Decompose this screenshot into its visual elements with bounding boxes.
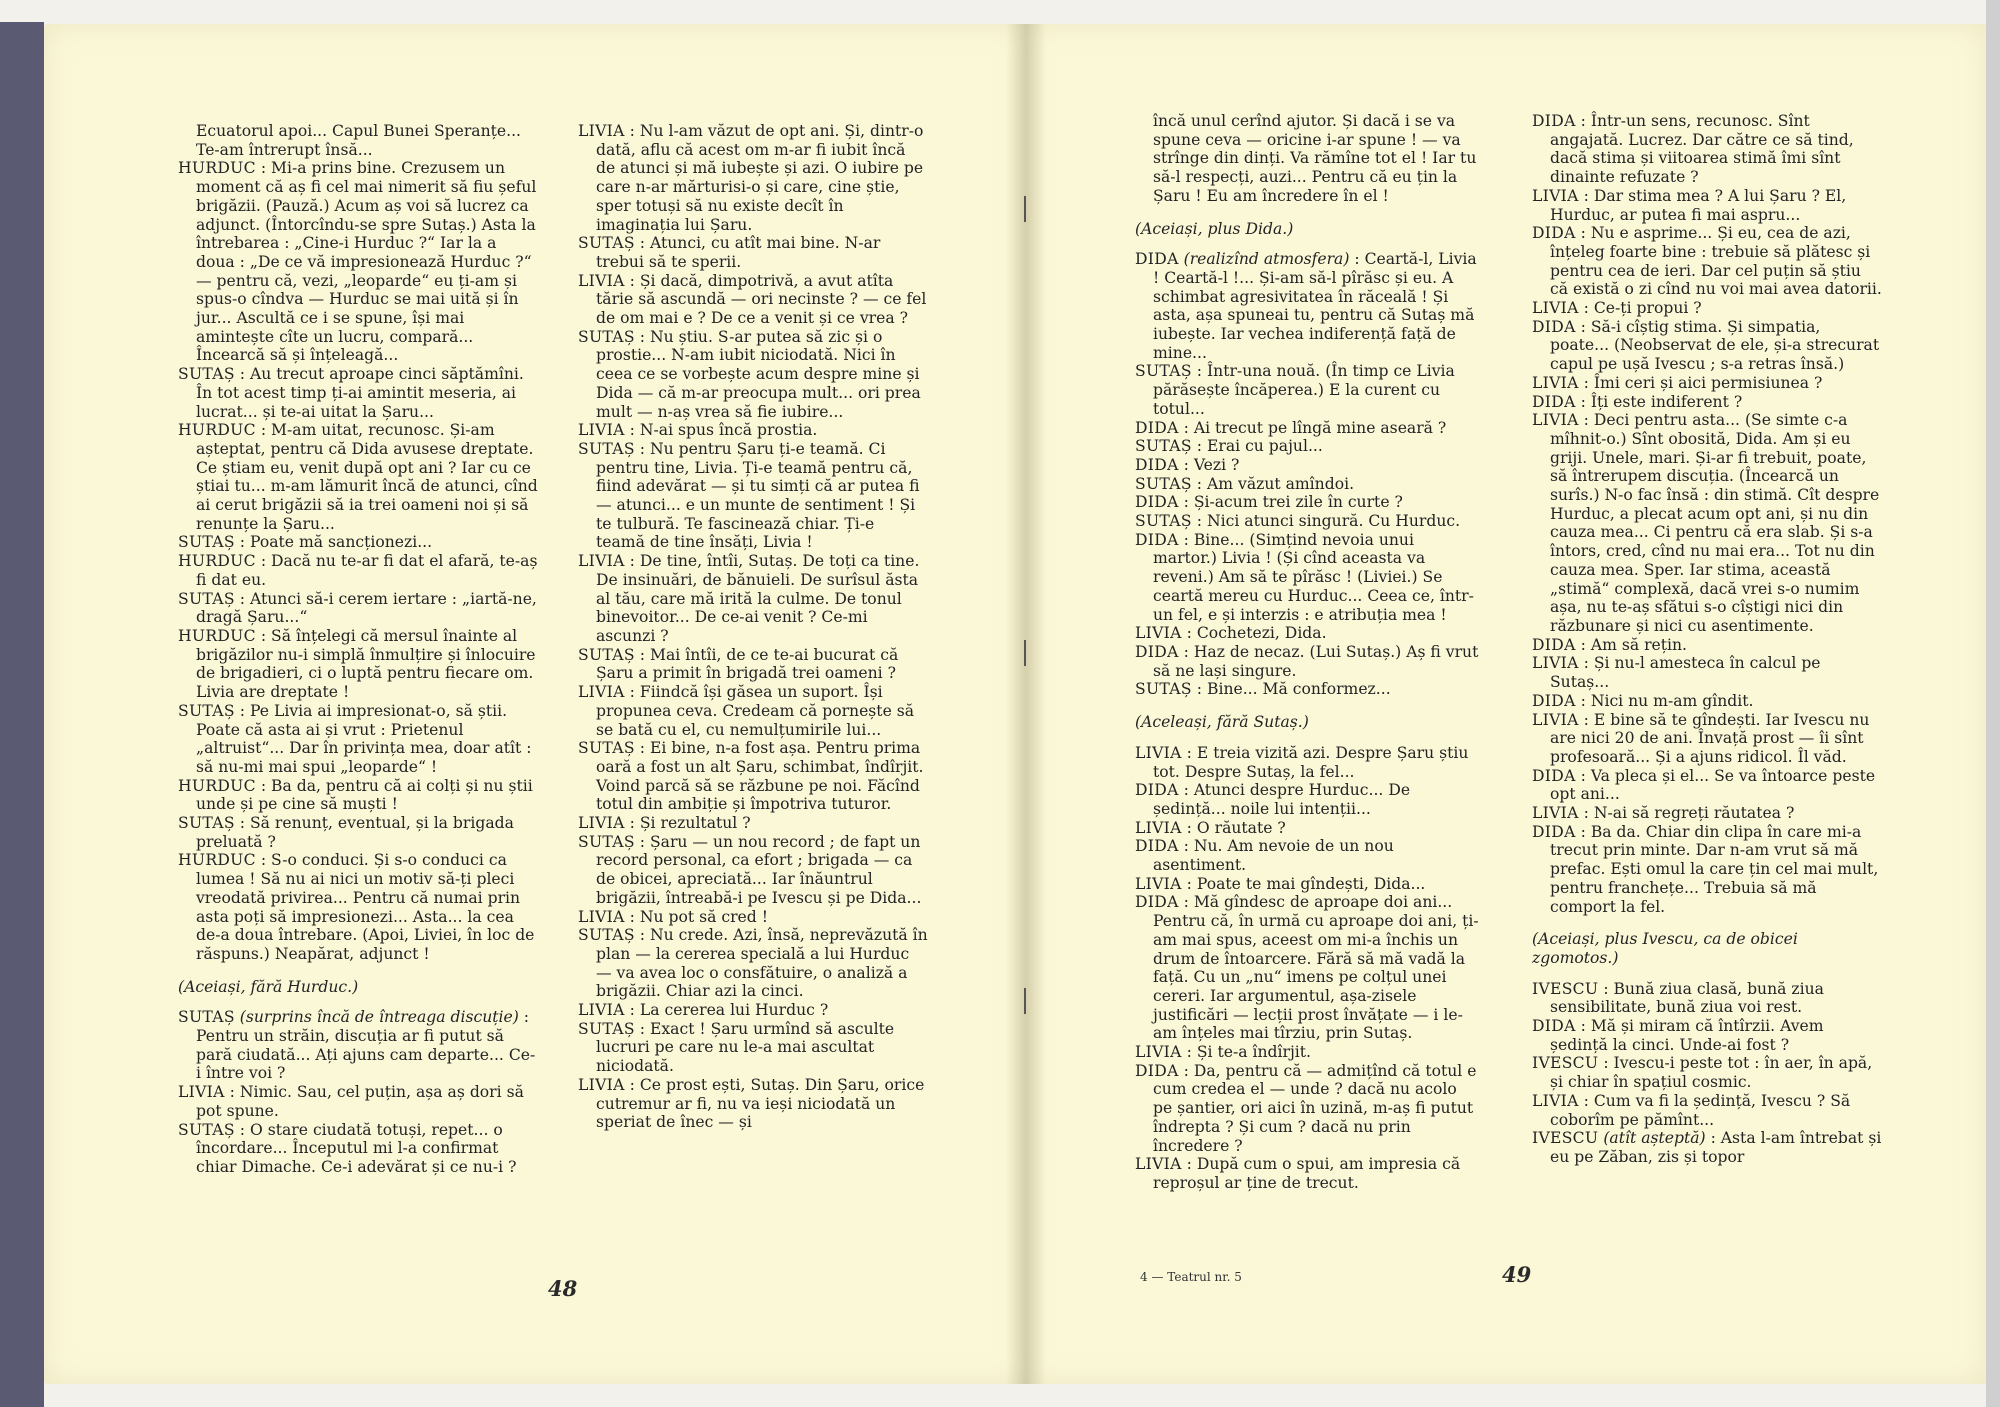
page-number-right: 49 (1502, 1262, 1532, 1287)
text-column-4 (1532, 112, 1882, 1167)
dialogue-line: SUTAȘ : Atunci, cu atît mai bine. N-ar trebui să te sperii. (578, 234, 881, 271)
speaker-name: SUTAȘ (178, 701, 235, 720)
speaker-name: SUTAȘ (578, 234, 635, 253)
dialogue-text: E treia vizită azi. Despre Șaru știu tot. Despre Sutaș, la fel... (1153, 743, 1469, 781)
speaker-name: DIDA (1135, 455, 1179, 474)
dialogue-line: LIVIA : Ce prost ești, Sutaș. Din Șaru, orice cutremur ar fi, nu va ieși niciodată un speriat de înec — și (578, 1075, 925, 1132)
speaker-name: DIDA (1532, 691, 1576, 710)
dialogue-text: Și te-a îndîrjit. (1196, 1043, 1312, 1062)
text-column-1 (178, 122, 538, 1177)
dialogue-line: IVESCU (atît așteptă) : Asta l-am întrebat și eu pe Zăban, zis și topor (1532, 1129, 1882, 1166)
dialogue-line: HURDUC : Dacă nu te-ar fi dat el afară, te-aș fi dat eu. (178, 552, 538, 589)
speaker-name: LIVIA (1532, 710, 1579, 729)
book-gutter (1006, 24, 1046, 1384)
dialogue-text: Mă și miram că întîrzii. Avem ședință la cinci. Unde-ai fost ? (1550, 1017, 1824, 1054)
speaker-name: SUTAȘ (578, 645, 635, 664)
dialogue-text: Ba da, pentru că ai colți și nu știi unde și pe cine să muști ! (196, 776, 533, 814)
dialogue-line: LIVIA : Și rezultatul ? (578, 814, 751, 833)
dialogue-text: Nici nu m-am gîndit. (1590, 691, 1754, 710)
dialogue-text: Mai întîi, de ce te-ai bucurat că Șaru a primit în brigadă trei oameni ? (596, 645, 899, 683)
dialogue-text: Deci pentru asta... (Se simte c-a mîhnit-o.) Sînt obosită, Dida. Am și eu griji. Unele, mari. Și-ar fi trebuit, poate, să întrerupem discuția. (Încearcă un surîs.) N-o fac însă : din stimă. Cît despre Hurduc, a plecat acum opt ani, și nu din cauza mea... Ci pentru că era slab. Și s-a întors, cred, cînd nu mai era... Tot nu din cauza mea. Sper. Iar stima, această „stimă“ complexă, dacă vrei s-o numim așa, nu te-aș sfătui s-o cîștigi nici din răzbunare și nici cu asentimente. (1550, 411, 1880, 635)
dialogue-text: Pentru un străin, discuția ar fi putut să pară ciudată... Ați ajuns cam departe... Ce-i între voi ? (196, 1027, 536, 1083)
speaker-name: SUTAȘ (1135, 474, 1192, 493)
speaker-name: SUTAȘ (578, 439, 635, 458)
binding-stitch (1024, 988, 1032, 1014)
speaker-name: SUTAȘ (1135, 512, 1192, 531)
dialogue-text: Nu crede. Azi, însă, neprevăzută în plan — la cererea specială a lui Hurduc — va avea loc o consfătuire, o analiză a brigăzii. Chiar azi la cinci. (596, 926, 928, 1001)
dialogue-line: DIDA : Atunci despre Hurduc... De ședință... noile lui intenții... (1135, 781, 1411, 818)
speaker-name: LIVIA (1532, 299, 1579, 318)
dialogue-text: N-ai spus încă prostia. (639, 421, 818, 440)
speaker-name: IVESCU (1532, 979, 1599, 998)
dialogue-text: Ce prost ești, Sutaș. Din Șaru, orice cutremur ar fi, nu va ieși niciodată un speriat de înec — și (596, 1075, 925, 1132)
dialogue-text: Fiindcă își găsea un suport. Își propunea ceva. Credeam că pornește să se bată cu el, cu nemulțumirile lui... (596, 683, 915, 739)
dialogue-text: Îți este indiferent ? (1590, 392, 1743, 411)
dialogue-continuation: încă unul cerînd ajutor. Și dacă i se va spune ceva — oricine i-ar spune ! — va strînge din dinți. Va rămîne tot el ! Iar tu să-l respecți, auzi... Pentru că eu țin la Șaru ! Eu am încredere în el ! (1153, 112, 1477, 205)
speaker-name: HURDUC (178, 159, 256, 178)
dialogue-line: DIDA : Da, pentru că — admițînd că totul e cum credea el — unde ? dacă nu acolo pe șantier, ori aici în uzină, m-aș fi putut îndrepta ? Și cum ? dacă nu prin încredere ? (1135, 1061, 1477, 1155)
dialogue-line: DIDA : Nu. Am nevoie de un nou asentiment. (1135, 837, 1394, 875)
speaker-name: LIVIA (1135, 743, 1182, 762)
dialogue-line: LIVIA : Nimic. Sau, cel puțin, așa aș dori să pot spune. (178, 1083, 524, 1120)
dialogue-line: DIDA : Și-acum trei zile în curte ? (1135, 493, 1403, 512)
dialogue-line: SUTAȘ : Erai cu pajul... (1135, 437, 1323, 456)
dialogue-line: SUTAȘ : Nu știu. S-ar putea să zic și o prostie... N-am iubit niciodată. Nici în ceea ce se vorbește acum despre mine și Dida — că m-ar preocupa mult... ori prea mult — n-aș vrea să fie iubire... (578, 327, 921, 421)
dialogue-text: După cum o spui, am impresia că reproșul ar ține de trecut. (1153, 1155, 1461, 1192)
scan-background (1986, 0, 2000, 1407)
speaker-name: LIVIA (1532, 1091, 1579, 1110)
dialogue-text: Am văzut amîndoi. (1207, 474, 1355, 493)
dialogue-text: Nimic. Sau, cel puțin, așa aș dori să pot spune. (196, 1083, 524, 1120)
dialogue-line: LIVIA : E treia vizită azi. Despre Șaru știu tot. Despre Sutaș, la fel... (1135, 743, 1469, 781)
dialogue-line: LIVIA : Și dacă, dimpotrivă, a avut atîta tărie să ascundă — ori necinste ? — ce fel de om mai e ? De ce a venit și ce vrea ? (578, 271, 927, 328)
speaker-name: DIDA (1135, 530, 1179, 549)
dialogue-text: Haz de necaz. (Lui Sutaș.) Aș fi vrut să ne lași singure. (1153, 642, 1479, 680)
speaker-name: LIVIA (578, 271, 625, 290)
dialogue-line: LIVIA : N-ai să regreți răutatea ? (1532, 804, 1795, 823)
dialogue-text: M-am uitat, recunosc. Și-am așteptat, pentru că Dida avusese dreptate. Ce știam eu, venit după opt ani ? Iar cu ce știai tu... m-am lămurit încă de atunci, cînd ai cerut brigăzii să ia trei oameni noi și să renunțe la Șaru... (196, 421, 538, 533)
dialogue-line: SUTAȘ : Mai întîi, de ce te-ai bucurat că Șaru a primit în brigadă trei oameni ? (578, 645, 899, 683)
dialogue-text: Nu pot să cred ! (639, 907, 768, 926)
dialogue-text: La cererea lui Hurduc ? (639, 1001, 829, 1020)
dialogue-line: LIVIA : Nu pot să cred ! (578, 907, 768, 926)
dialogue-line: DIDA : Într-un sens, recunosc. Sînt angajată. Lucrez. Dar către ce să tind, dacă stima și viitoarea stimă îmi sînt dinainte refuzate ? (1532, 112, 1854, 187)
dialogue-text: O stare ciudată totuși, repet... o încordare... Începutul mi l-a confirmat chiar Dimache. Ce-i adevărat și ce nu-i ? (196, 1120, 517, 1176)
speaker-name: LIVIA (1135, 818, 1182, 837)
dialogue-text: Nu l-am văzut de opt ani. Și, dintr-o dată, aflu că acest om m-ar fi iubit încă de atunci și mă iubește și azi. O iubire pe care n-ar mărturisi-o și care, cine știe, sper totuși să nu existe decît în imaginația lui Șaru. (596, 122, 924, 234)
dialogue-line: DIDA : Nu e asprime... Și eu, cea de azi, înțeleg foarte bine : trebuie să plătesc și pentru cea de ieri. Dar cel puțin să știu că există o zi cînd nu voi mai avea datorii. (1532, 224, 1882, 299)
speaker-name: SUTAȘ (178, 814, 235, 833)
dialogue-text: Va pleca și el... Se va întoarce peste opt ani... (1550, 766, 1876, 804)
speaker-name: DIDA (1135, 781, 1179, 800)
dialogue-text: Cochetezi, Dida. (1196, 624, 1327, 643)
speaker-name: LIVIA (1532, 373, 1579, 392)
speaker-name: LIVIA (578, 122, 625, 140)
speaker-name: DIDA (1135, 493, 1179, 512)
dialogue-line: DIDA (realizînd atmosfera) : Ceartă-l, Livia ! Ceartă-l !... Și-am să-l pîrăsc și eu. A schimbat agresivitatea în răceală ! Și asta, așa spuneai tu, pentru că Sutaș mă iubește. Iar vechea indiferență față de mine... (1135, 250, 1477, 362)
dialogue-text: Îmi ceri și aici permisiunea ? (1593, 373, 1823, 392)
dialogue-line: LIVIA : Nu l-am văzut de opt ani. Și, dintr-o dată, aflu că acest om m-ar fi iubit încă de atunci și mă iubește și azi. O iubire pe care n-ar mărturisi-o și care, cine știe, sper totuși să nu existe decît în imaginația lui Șaru. (578, 122, 924, 234)
dialogue-line: DIDA : Ai trecut pe lîngă mine aseară ? (1135, 418, 1447, 437)
dialogue-line: LIVIA : Și nu-l amestecа în calcul pe Sutaș... (1532, 654, 1821, 692)
speaker-name: HURDUC (178, 626, 256, 645)
speaker-name: SUTAȘ (1135, 362, 1192, 381)
speaker-name: LIVIA (578, 421, 625, 440)
speaker-name: SUTAȘ (1135, 680, 1192, 699)
dialogue-line: DIDA : Mă și miram că întîrzii. Avem ședință la cinci. Unde-ai fost ? (1532, 1017, 1824, 1054)
dialogue-line: IVESCU : Ivescu-i peste tot : în aer, în apă, și chiar în spațiul cosmic. (1532, 1054, 1873, 1092)
dialogue-line: LIVIA : E bine să te gîndești. Iar Ivescu nu are nici 20 de ani. Învață prost — îi sînt profesoară... Și a ajuns ridicol. Îl văd. (1532, 710, 1870, 766)
speaker-name: SUTAȘ (178, 1008, 235, 1027)
dialogue-text: Da, pentru că — admițînd că totul e cum credea el — unde ? dacă nu acolo pe șantier, ori aici în uzină, m-aș fi putut îndrepta ? Și cum ? dacă nu prin încredere ? (1153, 1061, 1477, 1155)
dialogue-text: Ei bine, n-a fost așa. Pentru prima oară a fost un alt Șaru, schimbat, îndîrjit. Voind parcă să se răzbune pe noi. Făcînd totul din ambiție și împotriva tuturor. (596, 739, 924, 814)
dialogue-line: SUTAȘ : Bine... Mă conformez... (1135, 680, 1391, 699)
dialogue-text: Vezi ? (1193, 455, 1240, 474)
dialogue-text: Într-una nouă. (În timp ce Livia părăsește încăperea.) E la curent cu totul... (1153, 362, 1455, 418)
dialogue-text: Ce-ți propui ? (1593, 299, 1702, 318)
dialogue-text: E bine să te gîndești. Iar Ivescu nu are nici 20 de ani. Învață prost — îi sînt profesoară... Și a ajuns ridicol. Îl văd. (1550, 710, 1870, 766)
dialogue-line: DIDA : Îți este indiferent ? (1532, 392, 1743, 411)
dialogue-line: SUTAȘ : O stare ciudată totuși, repet... o încordare... Începutul mi l-a confirmat chiar Dimache. Ce-i adevărat și ce nu-i ? (178, 1120, 517, 1176)
dialogue-text: Și-acum trei zile în curte ? (1193, 493, 1403, 512)
text-column-3 (1135, 112, 1480, 1193)
dialogue-text: Bună ziua clasă, bună ziua sensibilitate, bună ziua voi rest. (1550, 979, 1824, 1017)
dialogue-text: Cum va fi la ședință, Ivescu ? Să coborîm pe pămînt... (1550, 1091, 1851, 1129)
dialogue-text: De tine, întîi, Sutaș. De toți ca tine. De insinuări, de bănuieli. De surîsul ăsta al tău, care mă irită la culme. De tonul binevoitor... De ce-ai venit ? Ce-mi ascunzi ? (596, 552, 920, 645)
speaker-name: LIVIA (1135, 1043, 1182, 1062)
dialogue-text: Au trecut aproape cinci săptămîni. În tot acest timp ți-ai amintit meseria, ai lucrat... și te-ai uitat la Șaru... (196, 365, 524, 421)
stage-note: (realizînd atmosfera) (1183, 250, 1350, 269)
dialogue-line: SUTAȘ : Au trecut aproape cinci săptămîni. În tot acest timp ți-ai amintit meseria, ai lucrat... și te-ai uitat la Șaru... (178, 365, 524, 421)
dialogue-text: Ivescu-i peste tot : în aer, în apă, și chiar în spațiul cosmic. (1550, 1054, 1873, 1092)
dialogue-line: LIVIA : Fiindcă își găsea un suport. Își propunea ceva. Credeam că pornește să se bată cu el, cu nemulțumirile lui... (578, 683, 915, 739)
dialogue-line: SUTAȘ : Exact ! Șaru urmînd să asculte lucruri pe care nu le-a mai ascultat niciodată. (578, 1019, 895, 1076)
dialogue-line: LIVIA : Și te-a îndîrjit. (1135, 1043, 1312, 1062)
speaker-name: DIDA (1135, 1061, 1179, 1080)
speaker-name: DIDA (1532, 112, 1576, 130)
speaker-name: DIDA (1135, 893, 1179, 912)
speaker-name: LIVIA (578, 1001, 625, 1020)
stage-direction: (Aceleași, fără Sutaș.) (1135, 713, 1309, 732)
dialogue-line: HURDUC : Mi-a prins bine. Crezusem un moment că aș fi cel mai nimerit să fiu șeful brigăzii. (Pauză.) Acum aș voi să lucrez ca adjunct. (Întorcîndu-se spre Sutaș.) Asta la întrebarea : „Cine-i Hurduc ?“ Iar la a doua : „De ce vă impresionează Hurduc ?“ — pentru că, vezi, „leoparde“ eu ți-am și spus-o cîndva — Hurduc se mai uită și în jur... Ascultă ce i se spune, își mai amintește cîte un lucru, compară... Încearcă să și înțeleagă... (178, 159, 537, 365)
dialogue-line: SUTAȘ : Nici atunci singură. Cu Hurduc. (1135, 512, 1461, 531)
text-column-2 (578, 122, 928, 1132)
dialogue-line: LIVIA : După cum o spui, am impresia că reproșul ar ține de trecut. (1135, 1155, 1461, 1192)
dialogue-line: HURDUC : Ba da, pentru că ai colți și nu știi unde și pe cine să muști ! (178, 776, 533, 814)
dialogue-text: Atunci despre Hurduc... De ședință... noile lui intenții... (1153, 781, 1411, 818)
dialogue-text: Să-i cîștig stima. Și simpatia, poate... (Neobservat de ele, și-a strecurat capul pe ușă Ivescu ; s-a retras însă.) (1550, 317, 1880, 374)
dialogue-text: Dacă nu te-ar fi dat el afară, te-aș fi dat eu. (196, 552, 538, 589)
dialogue-line: IVESCU : Bună ziua clasă, bună ziua sensibilitate, bună ziua voi rest. (1532, 979, 1824, 1017)
speaker-name: DIDA (1532, 224, 1576, 243)
dialogue-line: SUTAȘ : Să renunț, eventual, și la brigada preluată ? (178, 814, 514, 851)
dialogue-text: Erai cu pajul... (1207, 437, 1323, 456)
speaker-name: DIDA (1135, 642, 1179, 661)
dialogue-line: DIDA : Ba da. Chiar din clipa în care mi-a trecut prin minte. Dar n-am vrut să mă prefac. Ești omul la care țin cel mai mult, pentru franchețe... Trebuia să mă comport la fel. (1532, 822, 1879, 916)
dialogue-line: DIDA : Nici nu m-am gîndit. (1532, 691, 1754, 710)
speaker-name: DIDA (1532, 1017, 1576, 1036)
dialogue-line: DIDA : Vezi ? (1135, 455, 1240, 474)
dialogue-line: LIVIA : Îmi ceri și aici permisiunea ? (1532, 373, 1823, 392)
speaker-name: SUTAȘ (178, 1120, 235, 1139)
dialogue-text: O răutate ? (1196, 818, 1286, 837)
dialogue-text: Mă gîndesc de aproape doi ani... Pentru că, în urmă cu aproape doi ani, ți-am mai spus, aceest om mi-a închis un drum de întoarcere. Fără să mă vadă la față. Cu un „nu“ imens pe colțul unei cereri. Iar argumentul, așa-zisele justificări — lecții prost învățate — i le-am înțeles mai tîrziu, prin Sutaș. (1153, 893, 1479, 1043)
dialogue-line: SUTAȘ : Atunci să-i cerem iertare : „iartă-ne, dragă Șaru...“ (178, 589, 537, 627)
speaker-name: HURDUC (178, 421, 256, 440)
dialogue-continuation: Ecuatorul apoi... Capul Bunei Speranțe... Te-am întrerupt însă... (196, 122, 522, 159)
speaker-name: LIVIA (578, 683, 625, 702)
dialogue-line: LIVIA : De tine, întîi, Sutaș. De toți ca tine. De insinuări, de bănuieli. De surîsul ăsta al tău, care mă irită la culme. De tonul binevoitor... De ce-ai venit ? Ce-mi ascunzi ? (578, 552, 920, 645)
dialogue-text: Poate mă sancționezi... (250, 533, 433, 552)
dialogue-text: Nu. Am nevoie de un nou asentiment. (1153, 837, 1394, 875)
speaker-name: HURDUC (178, 776, 256, 795)
stage-direction: (Aceiași, plus Ivescu, ca de obicei zgomotos.) (1532, 930, 1798, 967)
speaker-name: DIDA (1135, 837, 1179, 856)
speaker-name: SUTAȘ (178, 533, 235, 552)
dialogue-line: SUTAȘ : Ei bine, n-a fost așa. Pentru prima oară a fost un alt Șaru, schimbat, îndîrjit. Voind parcă să se răzbune pe noi. Făcînd totul din ambiție și împotriva tuturor. (578, 739, 924, 814)
speaker-name: SUTAȘ (578, 327, 635, 346)
dialogue-text: Să renunț, eventual, și la brigada preluată ? (196, 814, 514, 851)
signature-footer: 4 — Teatrul nr. 5 (1140, 1270, 1242, 1284)
speaker-name: LIVIA (578, 907, 625, 926)
speaker-name: LIVIA (1532, 186, 1579, 205)
speaker-name: DIDA (1532, 766, 1576, 785)
dialogue-line: SUTAȘ : Am văzut amîndoi. (1135, 474, 1355, 493)
dialogue-text: Și nu-l amestecа în calcul pe Sutaș... (1550, 654, 1821, 692)
stage-note: (surprins încă de întreaga discuție) (239, 1008, 519, 1027)
speaker-name: SUTAȘ (1135, 437, 1192, 456)
dialogue-text: Asta l-am întrebat și eu pe Zăban, zis și topor (1550, 1129, 1882, 1166)
speaker-name: LIVIA (578, 814, 625, 833)
speaker-name: SUTAȘ (578, 832, 635, 851)
speaker-name: DIDA (1532, 392, 1576, 411)
dialogue-text: Ba da. Chiar din clipa în care mi-a trecut prin minte. Dar n-am vrut să mă prefac. Ești omul la care țin cel mai mult, pentru franchețe... Trebuia să mă comport la fel. (1550, 822, 1879, 916)
dialogue-text: Mi-a prins bine. Crezusem un moment că aș fi cel mai nimerit să fiu șeful brigăzii. (Pauză.) Acum aș voi să lucrez ca adjunct. (Întorcîndu-se spre Sutaș.) Asta la întrebarea : „Cine-i Hurduc ?“ Iar la a doua : „De ce vă impresionează Hurduc ?“ — pentru că, vezi, „leoparde“ eu ți-am și spus-o cîndva — Hurduc se mai uită și în jur... Ascultă ce i se spune, își mai amintește cîte un lucru, compară... Încearcă să și înțeleagă... (196, 159, 537, 365)
speaker-name: SUTAȘ (578, 1019, 635, 1038)
dialogue-text: Nu știu. S-ar putea să zic și o prostie... N-am iubit niciodată. Nici în ceea ce se vorbește acum despre mine și Dida — că m-ar preocupa mult... ori prea mult — n-aș vrea să fie iubire... (596, 327, 921, 421)
dialogue-text: Nu e asprime... Și eu, cea de azi, înțeleg foarte bine : trebuie să plătesc și pentru cea de ieri. Dar cel puțin să știu că există o zi cînd nu voi mai avea datorii. (1550, 224, 1882, 299)
speaker-name: DIDA (1532, 317, 1576, 336)
speaker-name: DIDA (1135, 418, 1179, 437)
dialogue-text: Nici atunci singură. Cu Hurduc. (1207, 512, 1461, 531)
speaker-name: LIVIA (1135, 874, 1182, 893)
speaker-name: LIVIA (1532, 654, 1579, 673)
speaker-name: IVESCU (1532, 1129, 1599, 1148)
speaker-name: IVESCU (1532, 1054, 1599, 1073)
speaker-name: SUTAȘ (578, 739, 635, 758)
dialogue-line: SUTAȘ : Nu crede. Azi, însă, neprevăzută în plan — la cererea specială a lui Hurduc — va avea loc o consfătuire, o analiză a brigăzii. Chiar azi la cinci. (578, 926, 928, 1001)
dialogue-text: Și dacă, dimpotrivă, a avut atîta tărie să ascundă — ori necinste ? — ce fel de om mai e ? De ce a venit și ce vrea ? (596, 271, 927, 328)
speaker-name: LIVIA (578, 1075, 625, 1094)
dialogue-line: LIVIA : Poate te mai gîndești, Dida... (1135, 874, 1426, 893)
speaker-name: SUTAȘ (178, 365, 235, 384)
speaker-name: SUTAȘ (178, 589, 235, 608)
dialogue-line: HURDUC : S-o conduci. Și s-o conduci ca lumea ! Să nu ai nici un motiv să-ți pleci vreodată privirea... Pentru că numai prin asta poți să impresionezi... Asta... la cea de-a doua întrebare. (Apoi, Liviei, în loc de răspuns.) Neapărat, adjunct ! (178, 851, 535, 963)
speaker-name: LIVIA (1532, 411, 1579, 430)
dialogue-line: SUTAȘ (surprins încă de întreaga discuție) : Pentru un străin, discuția ar fi putut să pară ciudată... Ați ajuns cam departe... Ce-i între voi ? (178, 1008, 536, 1083)
stage-note: (atît așteptă) (1603, 1129, 1706, 1148)
dialogue-text: Am să rețin. (1590, 635, 1688, 654)
dialogue-line: LIVIA : Dar stima mea ? A lui Șaru ? El, Hurduc, ar putea fi mai aspru... (1532, 186, 1847, 224)
binding-stitch (1024, 196, 1032, 222)
dialogue-line: HURDUC : Să înțelegi că mersul înainte al brigăzilor nu-i simplă înmulțire și înlocuire de brigadieri, ci o luptă pentru fiecare om. Livia are dreptate ! (178, 626, 536, 702)
stage-direction: (Aceiași, plus Dida.) (1135, 219, 1294, 238)
dialogue-line: SUTAȘ : Nu pentru Șaru ți-e teamă. Ci pentru tine, Livia. Ți-e teamă pentru că, fiind adevărat — și tu simți că ar putea fi — atunci... e un munte de sentiment ! Și te tulbură. Te fascinează chiar. Ți-e teamă de tine însăți, Livia ! (578, 439, 920, 552)
dialogue-text: Nu pentru Șaru ți-e teamă. Ci pentru tine, Livia. Ți-e teamă pentru că, fiind adevărat — și tu simți că ar putea fi — atunci... e un munte de sentiment ! Și te tulbură. Te fascinează chiar. Ți-e teamă de tine însăți, Livia ! (596, 439, 920, 552)
stage-direction: (Aceiași, fără Hurduc.) (178, 977, 359, 996)
speaker-name: LIVIA (1135, 1155, 1182, 1174)
dialogue-line: LIVIA : Cum va fi la ședință, Ivescu ? Să coborîm pe pămînt... (1532, 1091, 1851, 1129)
dialogue-text: Dar stima mea ? A lui Șaru ? El, Hurduc, ar putea fi mai aspru... (1550, 186, 1847, 224)
dialogue-text: Într-un sens, recunosc. Sînt angajată. Lucrez. Dar către ce să tind, dacă stima și viitoarea stimă îmi sînt dinainte refuzate ? (1550, 112, 1854, 187)
dialogue-text: Atunci să-i cerem iertare : „iartă-ne, dragă Șaru...“ (196, 589, 537, 627)
dialogue-text: Și rezultatul ? (639, 814, 751, 833)
dialogue-line: LIVIA : Cochetezi, Dida. (1135, 624, 1327, 643)
dialogue-line: LIVIA : N-ai spus încă prostia. (578, 421, 818, 440)
dialogue-line: SUTAȘ : Pe Livia ai impresionat-o, să știi. Poate că asta ai și vrut : Prietenul „altruist“... Dar în privința mea, doar atît : să nu-mi mai spui „leoparde“ ! (178, 701, 532, 776)
dialogue-text: Bine... (Simțind nevoia unui martor.) Livia ! (Și cînd aceasta va reveni.) Am să te pîrăsc ! (Liviei.) Se ceartă mereu cu Hurduc... Ceea ce, într-un fel, e și interzis : e atribuția mea ! (1153, 530, 1474, 624)
dialogue-text: Exact ! Șaru urmînd să asculte lucruri pe care nu le-a mai ascultat niciodată. (596, 1019, 895, 1076)
dialogue-text: Bine... Mă conformez... (1207, 680, 1391, 699)
dialogue-line: SUTAȘ : Poate mă sancționezi... (178, 533, 433, 552)
speaker-name: SUTAȘ (578, 926, 635, 945)
dialogue-text: Ceartă-l, Livia ! Ceartă-l !... Și-am să-l pîrăsc și eu. A schimbat agresivitatea în răceală ! Și asta, așa spuneai tu, pentru că Sutaș mă iubește. Iar vechea indiferență față de mine... (1153, 250, 1477, 362)
speaker-name: HURDUC (178, 552, 256, 571)
dialogue-line: SUTAȘ : Într-una nouă. (În timp ce Livia părăsește încăperea.) E la curent cu totul... (1135, 362, 1455, 418)
page-number-left: 48 (548, 1276, 578, 1301)
dialogue-line: LIVIA : Ce-ți propui ? (1532, 299, 1702, 318)
dialogue-text: N-ai să regreți răutatea ? (1593, 804, 1795, 823)
speaker-name: LIVIA (1532, 804, 1579, 823)
dialogue-text: Șaru — un nou record ; de fapt un record personal, ca efort ; brigada — ca de obicei, apreciată... Iar înăuntrul brigăzii, întreabă-i pe Ivescu și pe Dida... (596, 832, 922, 907)
speaker-name: HURDUC (178, 851, 256, 870)
dialogue-line: DIDA : Va pleca și el... Se va întoarce peste opt ani... (1532, 766, 1876, 804)
dialogue-line: DIDA : Mă gîndesc de aproape doi ani... Pentru că, în urmă cu aproape doi ani, ți-am mai spus, aceest om mi-a închis un drum de întoarcere. Fără să mă vadă la față. Cu un „nu“ imens pe colțul unei cereri. Iar argumentul, așa-zisele justificări — lecții prost învățate — i le-am înțeles mai tîrziu, prin Sutaș. (1135, 893, 1479, 1043)
dialogue-line: LIVIA : Deci pentru asta... (Se simte c-a mîhnit-o.) Sînt obosită, Dida. Am și eu griji. Unele, mari. Și-ar fi trebuit, poate, să întrerupem discuția. (Încearcă un surîs.) N-o fac însă : din stimă. Cît despre Hurduc, a plecat acum opt ani, și nu din cauza mea... Ci pentru că era slab. Și s-a întors, cred, cînd nu mai era... Tot nu din cauza mea. Sper. Iar stima, această „stimă“ complexă, dacă vrei s-o numim așa, nu te-aș sfătui s-o cîștigi nici din răzbunare și nici cu asentimente. (1532, 411, 1880, 635)
dialogue-text: S-o conduci. Și s-o conduci ca lumea ! Să nu ai nici un motiv să-ți pleci vreodată privirea... Pentru că numai prin asta poți să impresionezi... Asta... la cea de-a doua întrebare. (Apoi, Liviei, în loc de răspuns.) Neapărat, adjunct ! (196, 851, 535, 963)
dialogue-line: LIVIA : O răutate ? (1135, 818, 1286, 837)
speaker-name: DIDA (1532, 822, 1576, 841)
speaker-name: DIDA (1135, 250, 1179, 269)
speaker-name: LIVIA (178, 1083, 225, 1102)
binding-stitch (1024, 640, 1032, 666)
dialogue-text: Atunci, cu atît mai bine. N-ar trebui să te sperii. (596, 234, 881, 271)
dialogue-line: DIDA : Să-i cîștig stima. Și simpatia, poate... (Neobservat de ele, și-a strecurat capul pe ușă Ivescu ; s-a retras însă.) (1532, 317, 1880, 374)
dialogue-text: Pe Livia ai impresionat-o, să știi. Poate că asta ai și vrut : Prietenul „altruist“... Dar în privința mea, doar atît : să nu-mi mai spui „leoparde“ ! (196, 701, 532, 776)
dialogue-text: Ai trecut pe lîngă mine aseară ? (1193, 418, 1447, 437)
dialogue-line: SUTAȘ : Șaru — un nou record ; de fapt un record personal, ca efort ; brigada — ca de obicei, apreciată... Iar înăuntrul brigăzii, întreabă-i pe Ivescu și pe Dida... (578, 832, 922, 907)
book-cover-edge (0, 22, 44, 1407)
dialogue-line: DIDA : Bine... (Simțind nevoia unui martor.) Livia ! (Și cînd aceasta va reveni.) Am să te pîrăsc ! (Liviei.) Se ceartă mereu cu Hurduc... Ceea ce, într-un fel, e și interzis : e atribuția mea ! (1135, 530, 1474, 624)
speaker-name: DIDA (1532, 635, 1576, 654)
dialogue-line: DIDA : Haz de necaz. (Lui Sutaș.) Aș fi vrut să ne lași singure. (1135, 642, 1479, 680)
speaker-name: LIVIA (578, 552, 625, 571)
dialogue-line: HURDUC : M-am uitat, recunosc. Și-am așteptat, pentru că Dida avusese dreptate. Ce știam eu, venit după opt ani ? Iar cu ce știai tu... m-am lămurit încă de atunci, cînd ai cerut brigăzii să ia trei oameni noi și să renunțe la Șaru... (178, 421, 538, 533)
dialogue-line: DIDA : Am să rețin. (1532, 635, 1688, 654)
speaker-name: LIVIA (1135, 624, 1182, 643)
dialogue-line: LIVIA : La cererea lui Hurduc ? (578, 1001, 829, 1020)
dialogue-text: Să înțelegi că mersul înainte al brigăzilor nu-i simplă înmulțire și înlocuire de brigadieri, ci o luptă pentru fiecare om. Livia are dreptate ! (196, 626, 536, 702)
dialogue-text: Poate te mai gîndești, Dida... (1196, 874, 1426, 893)
